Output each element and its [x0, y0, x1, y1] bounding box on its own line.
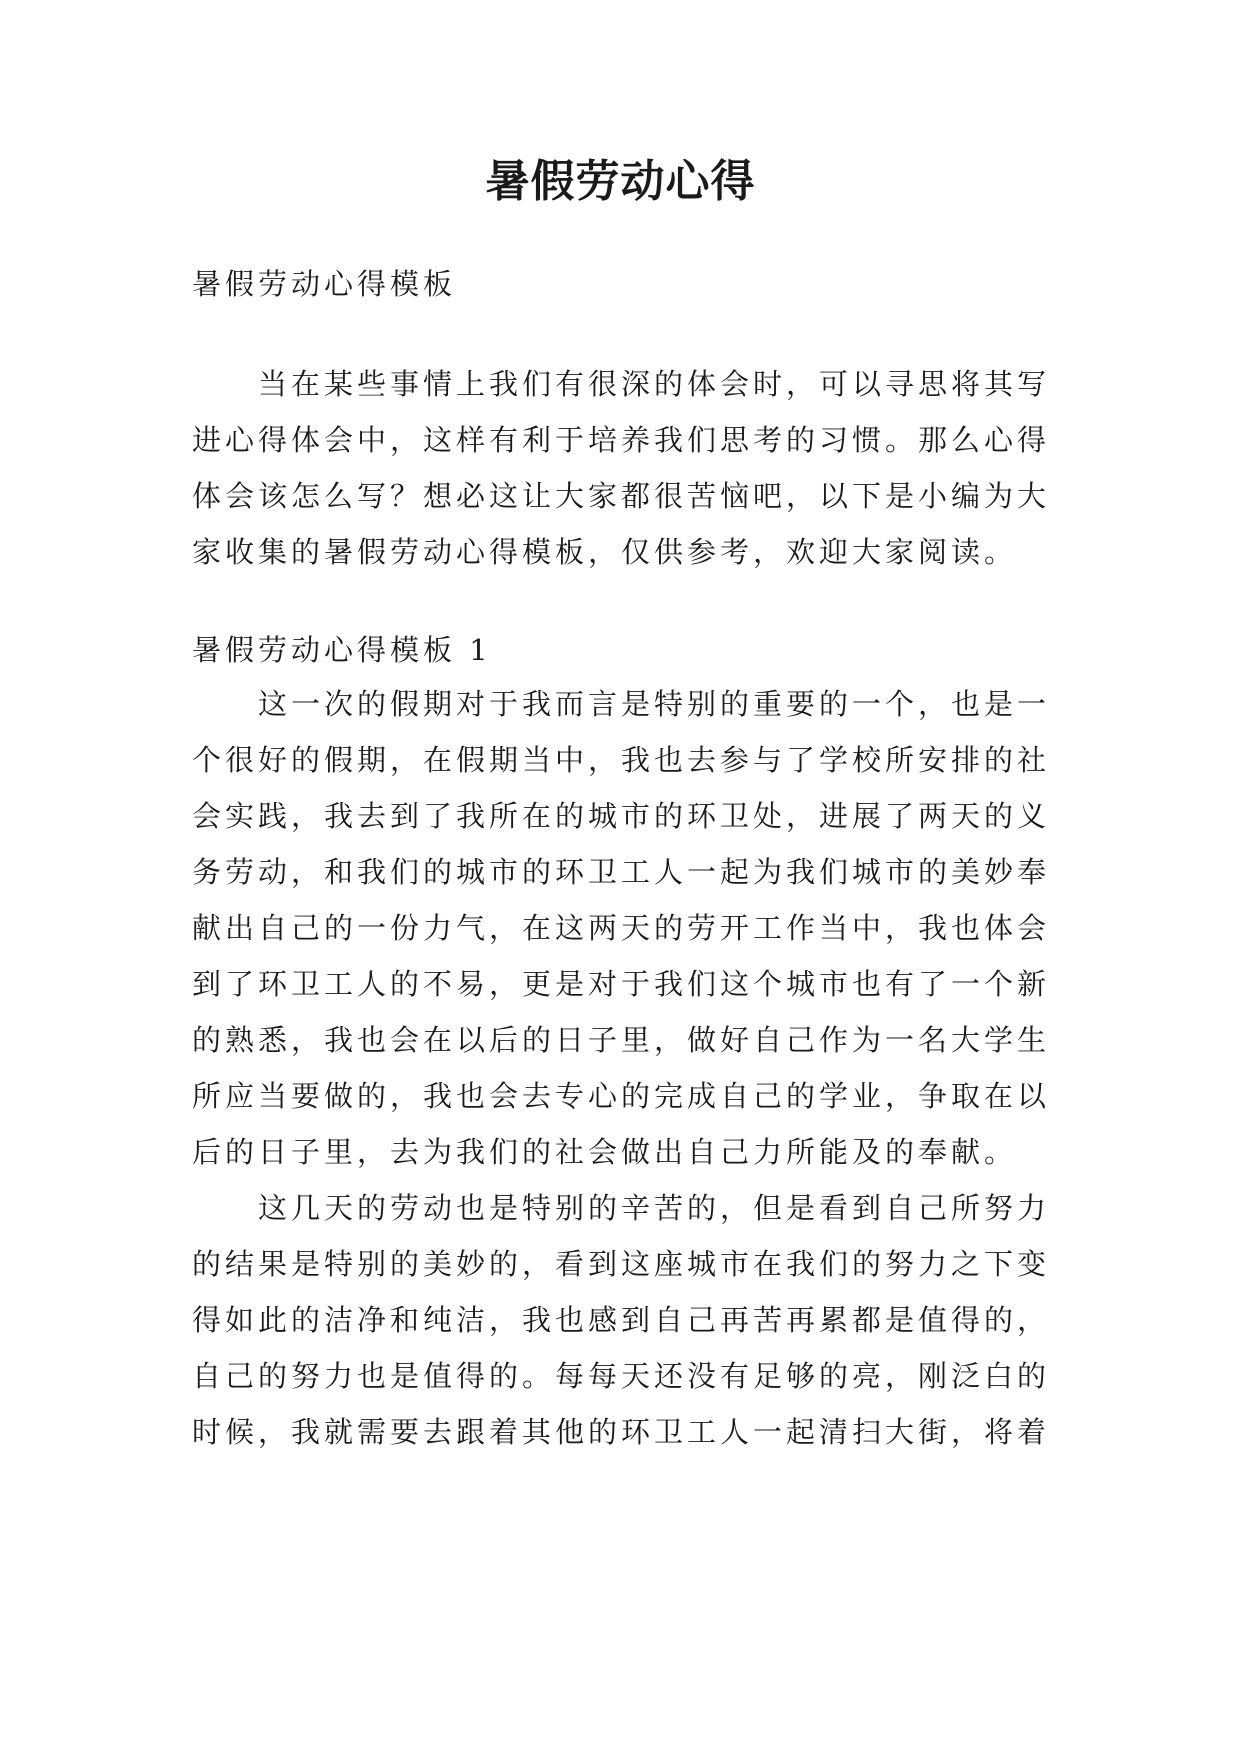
- para1-line: 这一次的假期对于我而言是特别的重要的一个，也是一: [258, 687, 1051, 721]
- para1-line: 献出自己的一份力气，在这两天的劳开工作当中，我也体会: [192, 911, 1051, 945]
- para1-line: 会实践，我去到了我所在的城市的环卫处，进展了两天的义: [192, 799, 1051, 833]
- section-heading: 暑假劳动心得模板 1: [192, 633, 492, 667]
- para2-line: 时候，我就需要去跟着其他的环卫工人一起清扫大街，将着: [192, 1415, 1051, 1449]
- subtitle: 暑假劳动心得模板: [192, 267, 457, 301]
- intro-line: 进心得体会中，这样有利于培养我们思考的习惯。那么心得: [192, 423, 1051, 457]
- para2-line: 自己的努力也是值得的。每每天还没有足够的亮，刚泛白的: [192, 1359, 1051, 1393]
- para1-line: 个很好的假期，在假期当中，我也去参与了学校所安排的社: [192, 743, 1051, 777]
- para2-line: 的结果是特别的美妙的，看到这座城市在我们的努力之下变: [192, 1247, 1051, 1281]
- intro-line: 体会该怎么写？想必这让大家都很苦恼吧，以下是小编为大: [192, 479, 1051, 513]
- para1-line: 到了环卫工人的不易，更是对于我们这个城市也有了一个新: [192, 967, 1051, 1001]
- para1-line: 所应当要做的，我也会去专心的完成自己的学业，争取在以: [192, 1079, 1051, 1113]
- para2-line: 这几天的劳动也是特别的辛苦的，但是看到自己所努力: [258, 1191, 1051, 1225]
- intro-line: 家收集的暑假劳动心得模板，仅供参考，欢迎大家阅读。: [192, 535, 1018, 569]
- para1-line: 后的日子里，去为我们的社会做出自己力所能及的奉献。: [192, 1135, 1018, 1169]
- para1-line: 的熟悉，我也会在以后的日子里，做好自己作为一名大学生: [192, 1023, 1051, 1057]
- document-title: 暑假劳动心得: [485, 156, 756, 207]
- para2-line: 得如此的洁净和纯洁，我也感到自己再苦再累都是值得的，: [192, 1303, 1051, 1337]
- para1-line: 务劳动，和我们的城市的环卫工人一起为我们城市的美妙奉: [192, 855, 1051, 889]
- intro-line: 当在某些事情上我们有很深的体会时，可以寻思将其写: [258, 367, 1051, 401]
